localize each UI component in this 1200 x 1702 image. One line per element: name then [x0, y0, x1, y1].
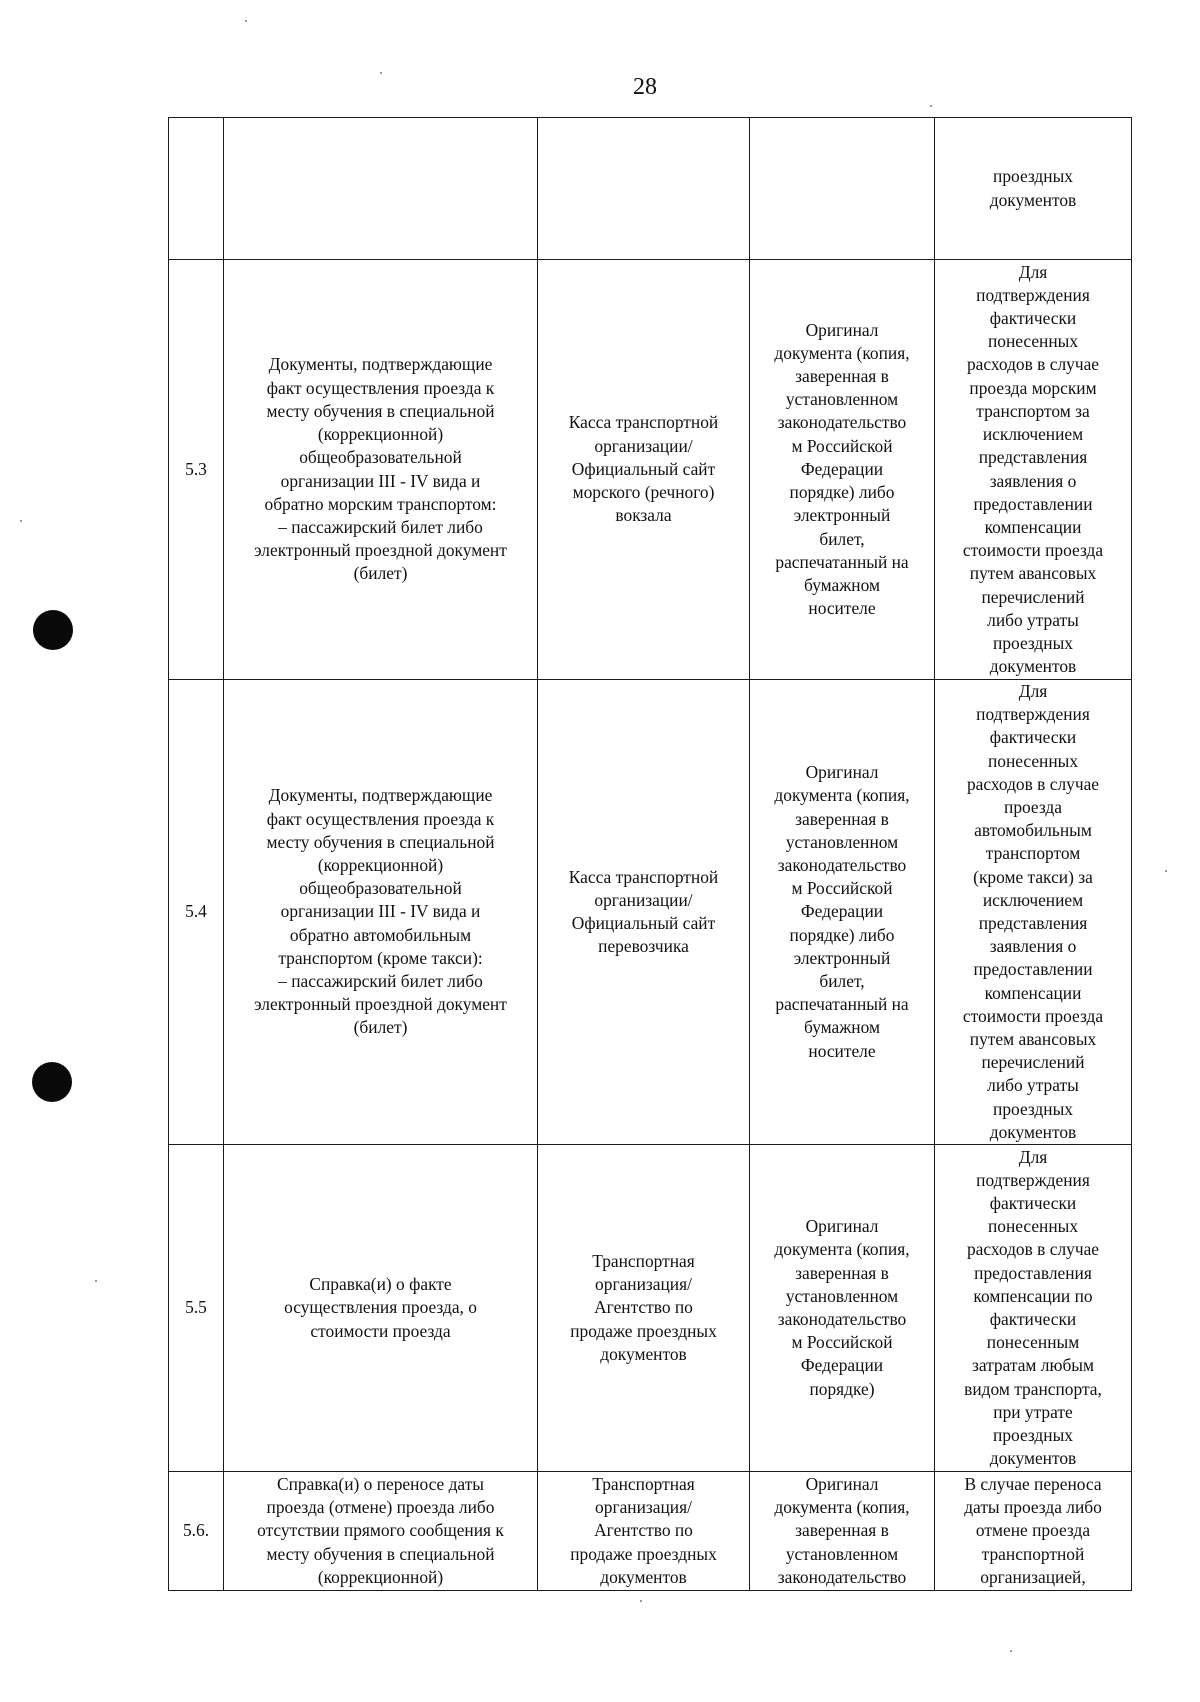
form-cell: [750, 1472, 935, 1591]
form-text: Оригинал документа (копия, заверенная в установленном законодательство м Российской Федерации порядке): [774, 1216, 910, 1399]
table-row: [169, 260, 1132, 680]
note-cell: [935, 118, 1132, 260]
page-number: 28: [633, 74, 657, 100]
row-number-cell: [169, 680, 224, 1145]
row-number: 5.4: [185, 901, 207, 922]
note-text: Для подтверждения фактически понесенных расходов в случае проезда автомобильным транспортом (кроме такси) за исключением представления заявления о предоставлении компенсации стоимости проезда путем авансовых перечислений либо утраты проездных документов: [962, 681, 1104, 1142]
source-cell: [538, 118, 750, 260]
scan-speck: [95, 1280, 97, 1282]
document-cell: [224, 1472, 538, 1591]
row-number: 5.3: [185, 458, 207, 479]
source-cell: [538, 1472, 750, 1591]
document-text: Документы, подтверждающие факт осуществления проезда к месту обучения в специальной (коррекционной) общеобразовательной организации III - IV вида и обратно автомобильным транспортом (кроме такси): – пассажирский билет либо электронный проездной документ (билет): [254, 785, 507, 1038]
form-text: Оригинал документа (копия, заверенная в установленном законодательство м Российской Федерации порядке) либо электронный билет, распечатанный на бумажном носителе: [774, 762, 910, 1061]
documents-table: [168, 117, 1132, 1591]
table-row: [169, 680, 1132, 1145]
binder-hole-bottom: [32, 1062, 72, 1102]
table-row: [169, 118, 1132, 260]
row-number-cell: [169, 1472, 224, 1591]
form-text: Оригинал документа (копия, заверенная в установленном законодательство м Российской Федерации порядке) либо электронный билет, распечатанный на бумажном носителе: [774, 319, 910, 619]
row-number-cell: [169, 118, 224, 260]
document-cell: [224, 118, 538, 260]
scan-speck: [1165, 870, 1167, 872]
form-cell: [750, 260, 935, 680]
scan-speck: [640, 1600, 642, 1602]
note-cell: [935, 680, 1132, 1145]
document-text: Документы, подтверждающие факт осуществления проезда к месту обучения в специальной (коррекционной) общеобразовательной организации III - IV вида и обратно морским транспортом: – пассажирский билет либо электронный проездной документ (билет): [254, 354, 507, 584]
document-cell: [224, 680, 538, 1145]
note-text: Для подтверждения фактически понесенных расходов в случае предоставления компенсации по фактически понесенным затратам любым видом транспорта, при утрате проездных документов: [964, 1146, 1102, 1469]
row-number: 5.6.: [182, 1520, 210, 1541]
source-text: Транспортная организация/ Агентство по продаже проездных документов: [570, 1251, 717, 1364]
document-text: Справка(и) о переносе даты проезда (отмене) проезда либо отсутствии прямого сообщения к месту обучения в специальной (коррекционной): [257, 1474, 504, 1587]
table-row: [169, 1472, 1132, 1591]
note-text: Для подтверждения фактически понесенных расходов в случае проезда морским транспортом за исключением представления заявления о предоставлении компенсации стоимости проезда путем авансовых перечислений либо утраты проездных документов: [962, 261, 1104, 677]
note-text: В случае переноса даты проезда либо отмене проезда транспортной организацией,: [964, 1474, 1102, 1587]
scan-speck: [380, 72, 382, 74]
form-cell: [750, 680, 935, 1145]
scan-speck: [930, 105, 932, 107]
binder-hole-top: [33, 610, 73, 650]
row-number-cell: [169, 1145, 224, 1472]
source-text: Транспортная организация/ Агентство по продаже проездных документов: [570, 1474, 717, 1587]
form-cell: [750, 118, 935, 260]
source-cell: [538, 680, 750, 1145]
note-text: проездных документов: [989, 166, 1077, 210]
note-cell: [935, 260, 1132, 680]
note-cell: [935, 1145, 1132, 1472]
source-text: Касса транспортной организации/ Официальный сайт перевозчика: [568, 866, 719, 957]
source-cell: [538, 1145, 750, 1472]
form-text: Оригинал документа (копия, заверенная в установленном законодательство: [774, 1474, 910, 1587]
table-row: [169, 1145, 1132, 1472]
document-cell: [224, 1145, 538, 1472]
document-cell: [224, 260, 538, 680]
row-number: 5.5: [185, 1297, 207, 1318]
source-text: Касса транспортной организации/ Официальный сайт морского (речного) вокзала: [568, 412, 719, 526]
document-text: Справка(и) о факте осуществления проезда, о стоимости проезда: [284, 1274, 477, 1341]
scan-speck: [20, 520, 22, 522]
scan-speck: [245, 20, 247, 22]
row-number-cell: [169, 260, 224, 680]
note-cell: [935, 1472, 1132, 1591]
scan-speck: [1010, 1650, 1012, 1652]
form-cell: [750, 1145, 935, 1472]
source-cell: [538, 260, 750, 680]
